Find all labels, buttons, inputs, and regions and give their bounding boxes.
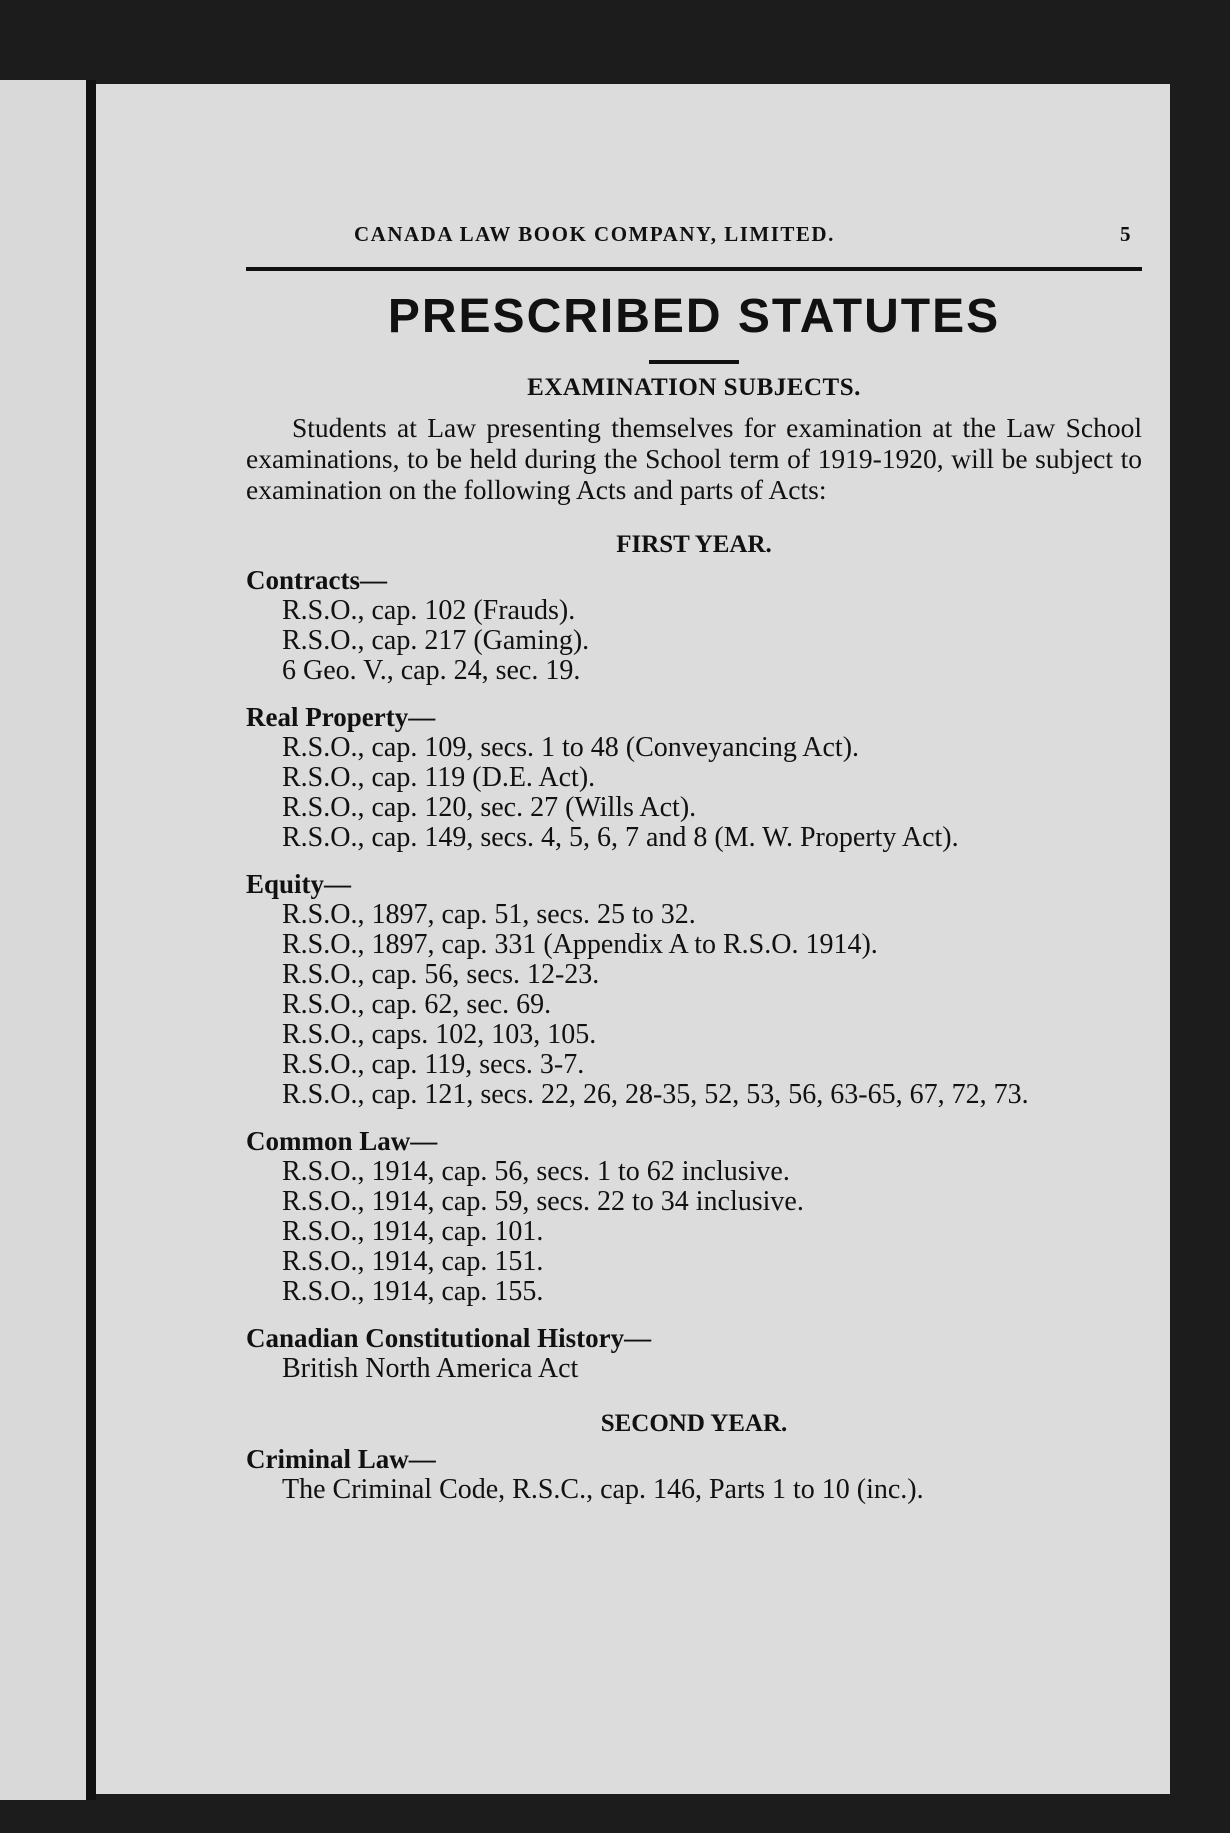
adjacent-page-strip: [0, 80, 86, 1800]
page-number: 5: [1120, 222, 1132, 246]
page-content: [246, 222, 1142, 1505]
list-item: R.S.O., cap. 62, sec. 69.: [282, 989, 552, 1020]
list-item: The Criminal Code, R.S.C., cap. 146, Parts 1 to 10 (inc.).: [282, 1474, 924, 1505]
constitutional-history-list: [246, 1354, 1142, 1384]
page-title: PRESCRIBED STATUTES: [387, 290, 1001, 343]
page-gutter: [86, 80, 96, 1800]
list-item: R.S.O., 1914, cap. 151.: [282, 1246, 544, 1277]
common-law-list: [246, 1157, 1142, 1307]
list-item: R.S.O., cap. 121, secs. 22, 26, 28-35, 52, 53, 56, 63-65, 67, 72, 73.: [282, 1079, 1029, 1110]
list-item: R.S.O., cap. 119 (D.E. Act).: [282, 762, 596, 793]
equity-list: [246, 900, 1142, 1110]
list-item: R.S.O., cap. 109, secs. 1 to 48 (Conveyancing Act).: [282, 732, 860, 763]
running-header: [246, 222, 1142, 247]
list-item: R.S.O., 1914, cap. 56, secs. 1 to 62 inclusive.: [282, 1156, 790, 1187]
common-law-heading: Common Law—: [246, 1126, 438, 1156]
list-item: R.S.O., cap. 56, secs. 12-23.: [282, 959, 600, 990]
criminal-law-list: [246, 1475, 1142, 1505]
intro-paragraph: Students at Law presenting themselves for examination at the Law School examinations, to be held during the School term of 1919-1920, will be subject to examination on the following Acts and parts of Acts:: [246, 412, 1142, 505]
list-item: R.S.O., 1897, cap. 331 (Appendix A to R.S.O. 1914).: [282, 929, 878, 960]
list-item: R.S.O., 1897, cap. 51, secs. 25 to 32.: [282, 899, 696, 930]
list-item: R.S.O., cap. 149, secs. 4, 5, 6, 7 and 8 (M. W. Property Act).: [282, 822, 959, 853]
contracts-heading: Contracts—: [246, 565, 387, 595]
list-item: British North America Act: [282, 1353, 579, 1384]
list-item: R.S.O., cap. 120, sec. 27 (Wills Act).: [282, 792, 697, 823]
second-year-heading: SECOND YEAR.: [600, 1410, 788, 1437]
first-year-heading: FIRST YEAR.: [616, 531, 772, 558]
real-property-heading: Real Property—: [246, 702, 436, 732]
running-title: CANADA LAW BOOK COMPANY, LIMITED.: [354, 222, 835, 246]
list-item: R.S.O., cap. 217 (Gaming).: [282, 625, 590, 656]
equity-heading: Equity—: [246, 869, 352, 899]
real-property-list: [246, 733, 1142, 853]
title-rule: [649, 360, 739, 364]
criminal-law-heading: Criminal Law—: [246, 1444, 436, 1474]
list-item: R.S.O., caps. 102, 103, 105.: [282, 1019, 597, 1050]
list-item: R.S.O., 1914, cap. 155.: [282, 1276, 544, 1307]
list-item: R.S.O., 1914, cap. 101.: [282, 1216, 544, 1247]
list-item: R.S.O., cap. 102 (Frauds).: [282, 595, 576, 626]
subheading: EXAMINATION SUBJECTS.: [527, 374, 861, 401]
constitutional-history-heading: Canadian Constitutional History—: [246, 1323, 652, 1353]
book-page: [96, 84, 1170, 1794]
header-rule: [246, 267, 1142, 271]
contracts-list: [246, 596, 1142, 686]
list-item: R.S.O., cap. 119, secs. 3-7.: [282, 1049, 585, 1080]
list-item: 6 Geo. V., cap. 24, sec. 19.: [282, 655, 581, 686]
list-item: R.S.O., 1914, cap. 59, secs. 22 to 34 inclusive.: [282, 1186, 804, 1217]
